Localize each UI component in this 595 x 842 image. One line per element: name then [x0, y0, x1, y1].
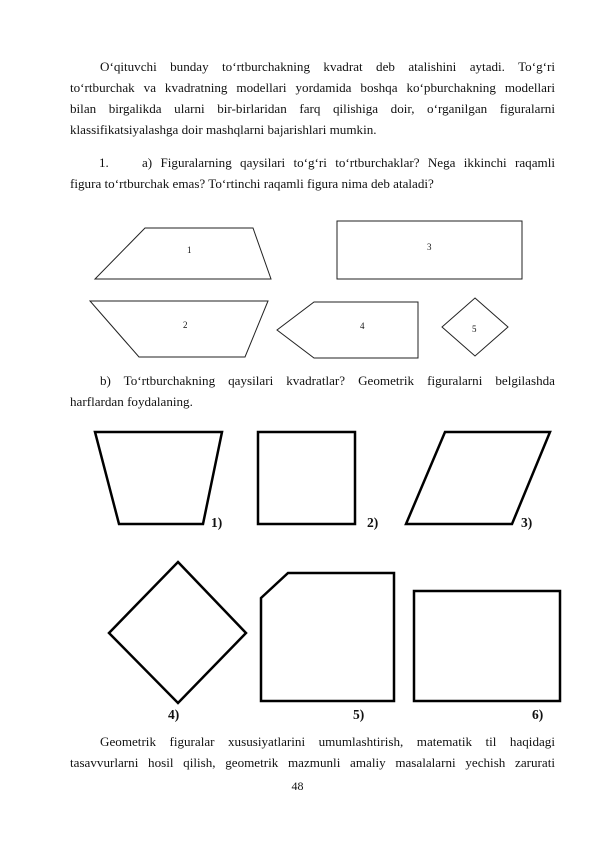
task-number: 1. [99, 155, 109, 170]
shape-label-5: 5 [472, 324, 477, 334]
task1-line-1: a) Figuralarning qaysilari to‘g‘ri to‘rtburchaklar? Nega ikkinchi raqamli [142, 155, 555, 170]
task1-line-2: figura to‘rtburchak emas? To‘rtinchi raqamli figura nima deb ataladi? [70, 176, 434, 191]
shape-b-label-5: 5) [353, 707, 365, 722]
shape-b-label-6: 6) [532, 707, 544, 722]
shape-b-label-1: 1) [211, 515, 223, 530]
intro-line-2: to‘rtburchak va kvadratning modellari yordamida boshqa ko‘pburchakning modellari [70, 80, 555, 95]
shape-label-1: 1 [187, 245, 192, 255]
shape-b6-rectangle [414, 591, 560, 701]
shape-b3-parallelogram [406, 432, 550, 524]
shape-label-2: 2 [183, 320, 188, 330]
shape-b1-trapezoid [95, 432, 222, 524]
shape-label-4: 4 [360, 321, 365, 331]
shape-b5-cut-corner-rectangle [261, 573, 394, 701]
intro-line-1: O‘qituvchi bunday to‘rtburchakning kvadrat deb atalishini aytadi. To‘g‘ri [100, 59, 555, 74]
shape-b4-diamond [109, 562, 246, 703]
intro-line-3: bilan birgalikda ularni bir-birlaridan farq qilishiga doir, o‘rganilgan figuralarni [70, 101, 555, 116]
shape-b-label-2: 2) [367, 515, 379, 530]
shape-b2-square [258, 432, 355, 524]
shape-b-label-3: 3) [521, 515, 533, 530]
shape-b-label-4: 4) [168, 707, 180, 722]
task1b-line-1: b) To‘rtburchakning qaysilari kvadratlar? Geometrik figuralarni belgilashda [100, 373, 555, 388]
task1b-line-2: harflardan foydalaning. [70, 394, 193, 409]
outro-line-1: Geometrik figuralar xususiyatlarini umumlashtirish, matematik til haqidagi [100, 734, 555, 749]
outro-line-2: tasavvurlarni hosil qilish, geometrik mazmunli amaliy masalalarni yechish zarurati [70, 755, 555, 770]
page-number: 48 [291, 779, 304, 793]
intro-line-4: klassifikatsiyalashga doir mashqlarni bajarishlari mumkin. [70, 122, 377, 137]
shape-label-3: 3 [427, 242, 432, 252]
